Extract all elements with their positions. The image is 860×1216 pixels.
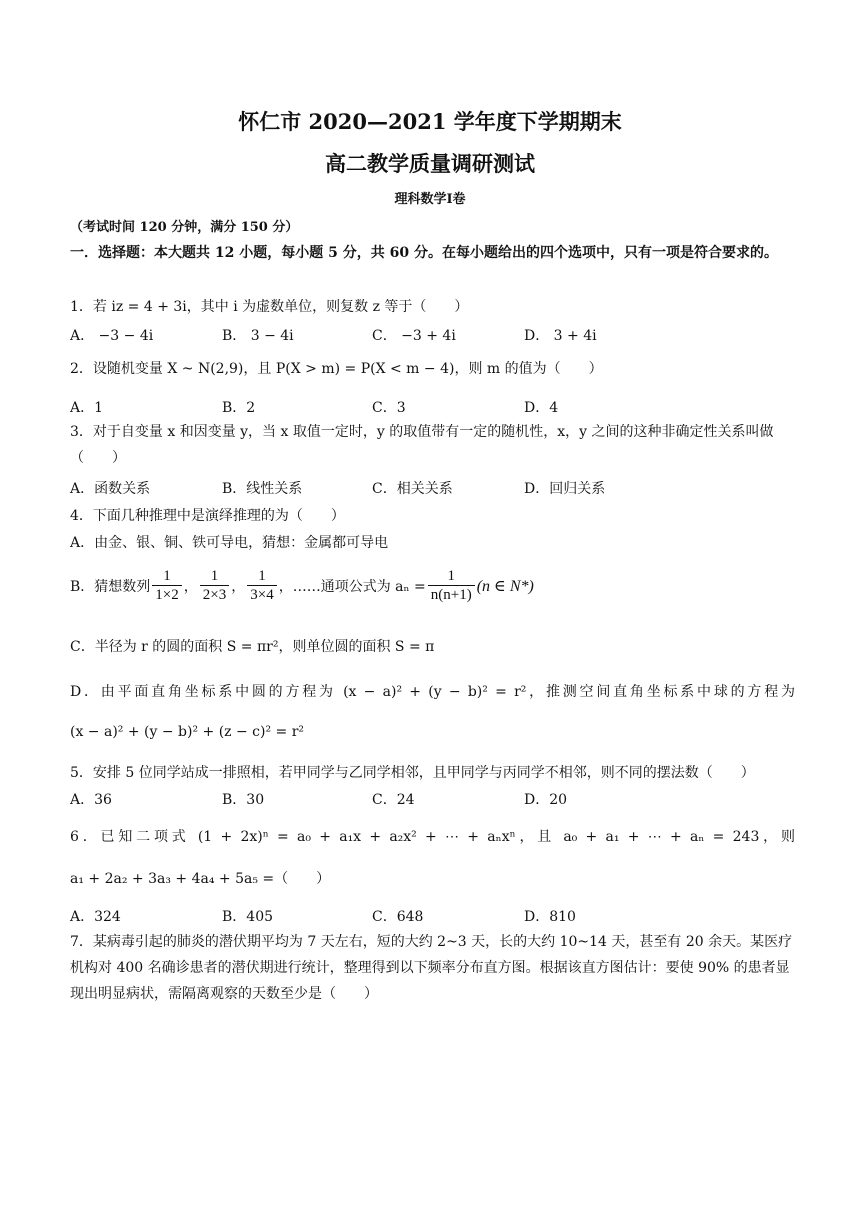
question-6-stem-line2: a₁ + 2a₂ + 3a₃ + 4a₄ + 5a₅ =（ ） <box>70 871 331 887</box>
question-1-option-b: B． 3 − 4i <box>222 328 294 344</box>
question-6-option-a: A．324 <box>70 909 121 925</box>
question-5-option-c: C．24 <box>372 792 415 808</box>
question-3-option-d: D．回归关系 <box>524 481 606 497</box>
exam-info: （考试时间 120 分钟，满分 150 分） <box>70 220 299 235</box>
sequence-term-1: $\frac{1}{1\times 2}$ <box>152 568 181 604</box>
question-1-option-d: D． 3 + 4i <box>524 328 597 344</box>
exam-subtitle: 理科数学Ⅰ卷 <box>394 192 466 207</box>
question-3-option-c: C．相关关系 <box>372 481 453 497</box>
sequence-term-3: $\frac{1}{3\times 4}$ <box>247 568 276 604</box>
question-5-option-d: D．20 <box>524 792 568 808</box>
question-1-option-a: A． −3 − 4i <box>70 328 154 344</box>
question-3-option-a: A．函数关系 <box>70 481 151 497</box>
question-5-option-a: A．36 <box>70 792 112 808</box>
section1-heading: 一．选择题：本大题共 12 小题，每小题 5 分，共 60 分。在每小题给出的四个选项中，只有一项是符合要求的。 <box>70 245 778 261</box>
question-4-option-a: A．由金、银、铜、铁可导电，猜想：金属都可导电 <box>70 535 389 551</box>
question-2-option-c: C．3 <box>372 400 406 416</box>
question-4-option-b-prefix: B．猜想数列 <box>70 579 151 595</box>
question-6-option-c: C．648 <box>372 909 424 925</box>
question-2-option-a: A．1 <box>70 400 104 416</box>
question-4-option-d-line2: (x − a)² + (y − b)² + (z − c)² = r² <box>70 724 305 740</box>
question-1-stem: 1．若 iz = 4 + 3i，其中 i 为虚数单位，则复数 z 等于（ ） <box>70 299 469 315</box>
question-6-option-d: D．810 <box>524 909 576 925</box>
question-5-option-b: B．30 <box>222 792 265 808</box>
question-1-option-c: C． −3 + 4i <box>372 328 456 344</box>
question-4-option-b: B．猜想数列 $\frac{1}{1\times 2}$ ， $\frac{1}{2\times 3}$ ， $\frac{1}{3\times 4}$ ，……通项公式为 aₙ = $\frac{1}{n(n+1)}$ (n ∈ N*) <box>70 568 534 603</box>
question-6-stem-line1: 6．已知二项式 (1 + 2x)ⁿ = a₀ + a₁x + a₂x² + ⋯ + aₙxⁿ，且 a₀ + a₁ + ⋯ + aₙ = 243，则 <box>70 829 795 845</box>
question-3-stem: 3．对于自变量 x 和因变量 y，当 x 取值一定时，y 的取值带有一定的随机性，x，y 之间的这种非确定性关系叫做（ ） <box>70 424 774 466</box>
question-4-option-d-line1: D．由平面直角坐标系中圆的方程为 (x − a)² + (y − b)² = r²，推测空间直角坐标系中球的方程为 <box>70 684 795 700</box>
question-2-stem: 2．设随机变量 X ~ N(2,9)，且 P(X > m) = P(X < m − 4)，则 m 的值为（ ） <box>70 361 603 377</box>
exam-title-line1: 怀仁市 2020—2021 学年度下学期期末 <box>238 109 622 134</box>
question-7-stem: 7．某病毒引起的肺炎的潜伏期平均为 7 天左右，短的大约 2~3 天，长的大约 10~14 天，甚至有 20 余天。某医疗机构对 400 名确诊患者的潜伏期进行统计，整理得到以下频率分布直方图。根据该直方图估计：要使 90% 的患者显现出明显病状，需隔离观察的天数至少是（ ） <box>70 934 793 1002</box>
question-4-stem: 4．下面几种推理中是演绎推理的为（ ） <box>70 508 345 524</box>
question-4-option-b-suffix: (n ∈ N*) <box>476 578 534 595</box>
question-6-option-b: B．405 <box>222 909 274 925</box>
exam-title-line2: 高二教学质量调研测试 <box>325 151 535 176</box>
question-5-stem: 5．安排 5 位同学站成一排照相，若甲同学与乙同学相邻，且甲同学与丙同学不相邻，则不同的摆法数（ ） <box>70 765 755 781</box>
sequence-term-2: $\frac{1}{2\times 3}$ <box>200 568 229 604</box>
question-4-option-c: C．半径为 r 的圆的面积 S = πr²，则单位圆的面积 S = π <box>70 639 435 655</box>
question-2-option-d: D．4 <box>524 400 559 416</box>
general-term-fraction: $\frac{1}{n(n+1)}$ <box>428 568 475 604</box>
question-3-option-b: B．线性关系 <box>222 481 303 497</box>
question-4-option-b-mid: ，……通项公式为 aₙ = <box>278 579 426 595</box>
question-2-option-b: B．2 <box>222 400 256 416</box>
